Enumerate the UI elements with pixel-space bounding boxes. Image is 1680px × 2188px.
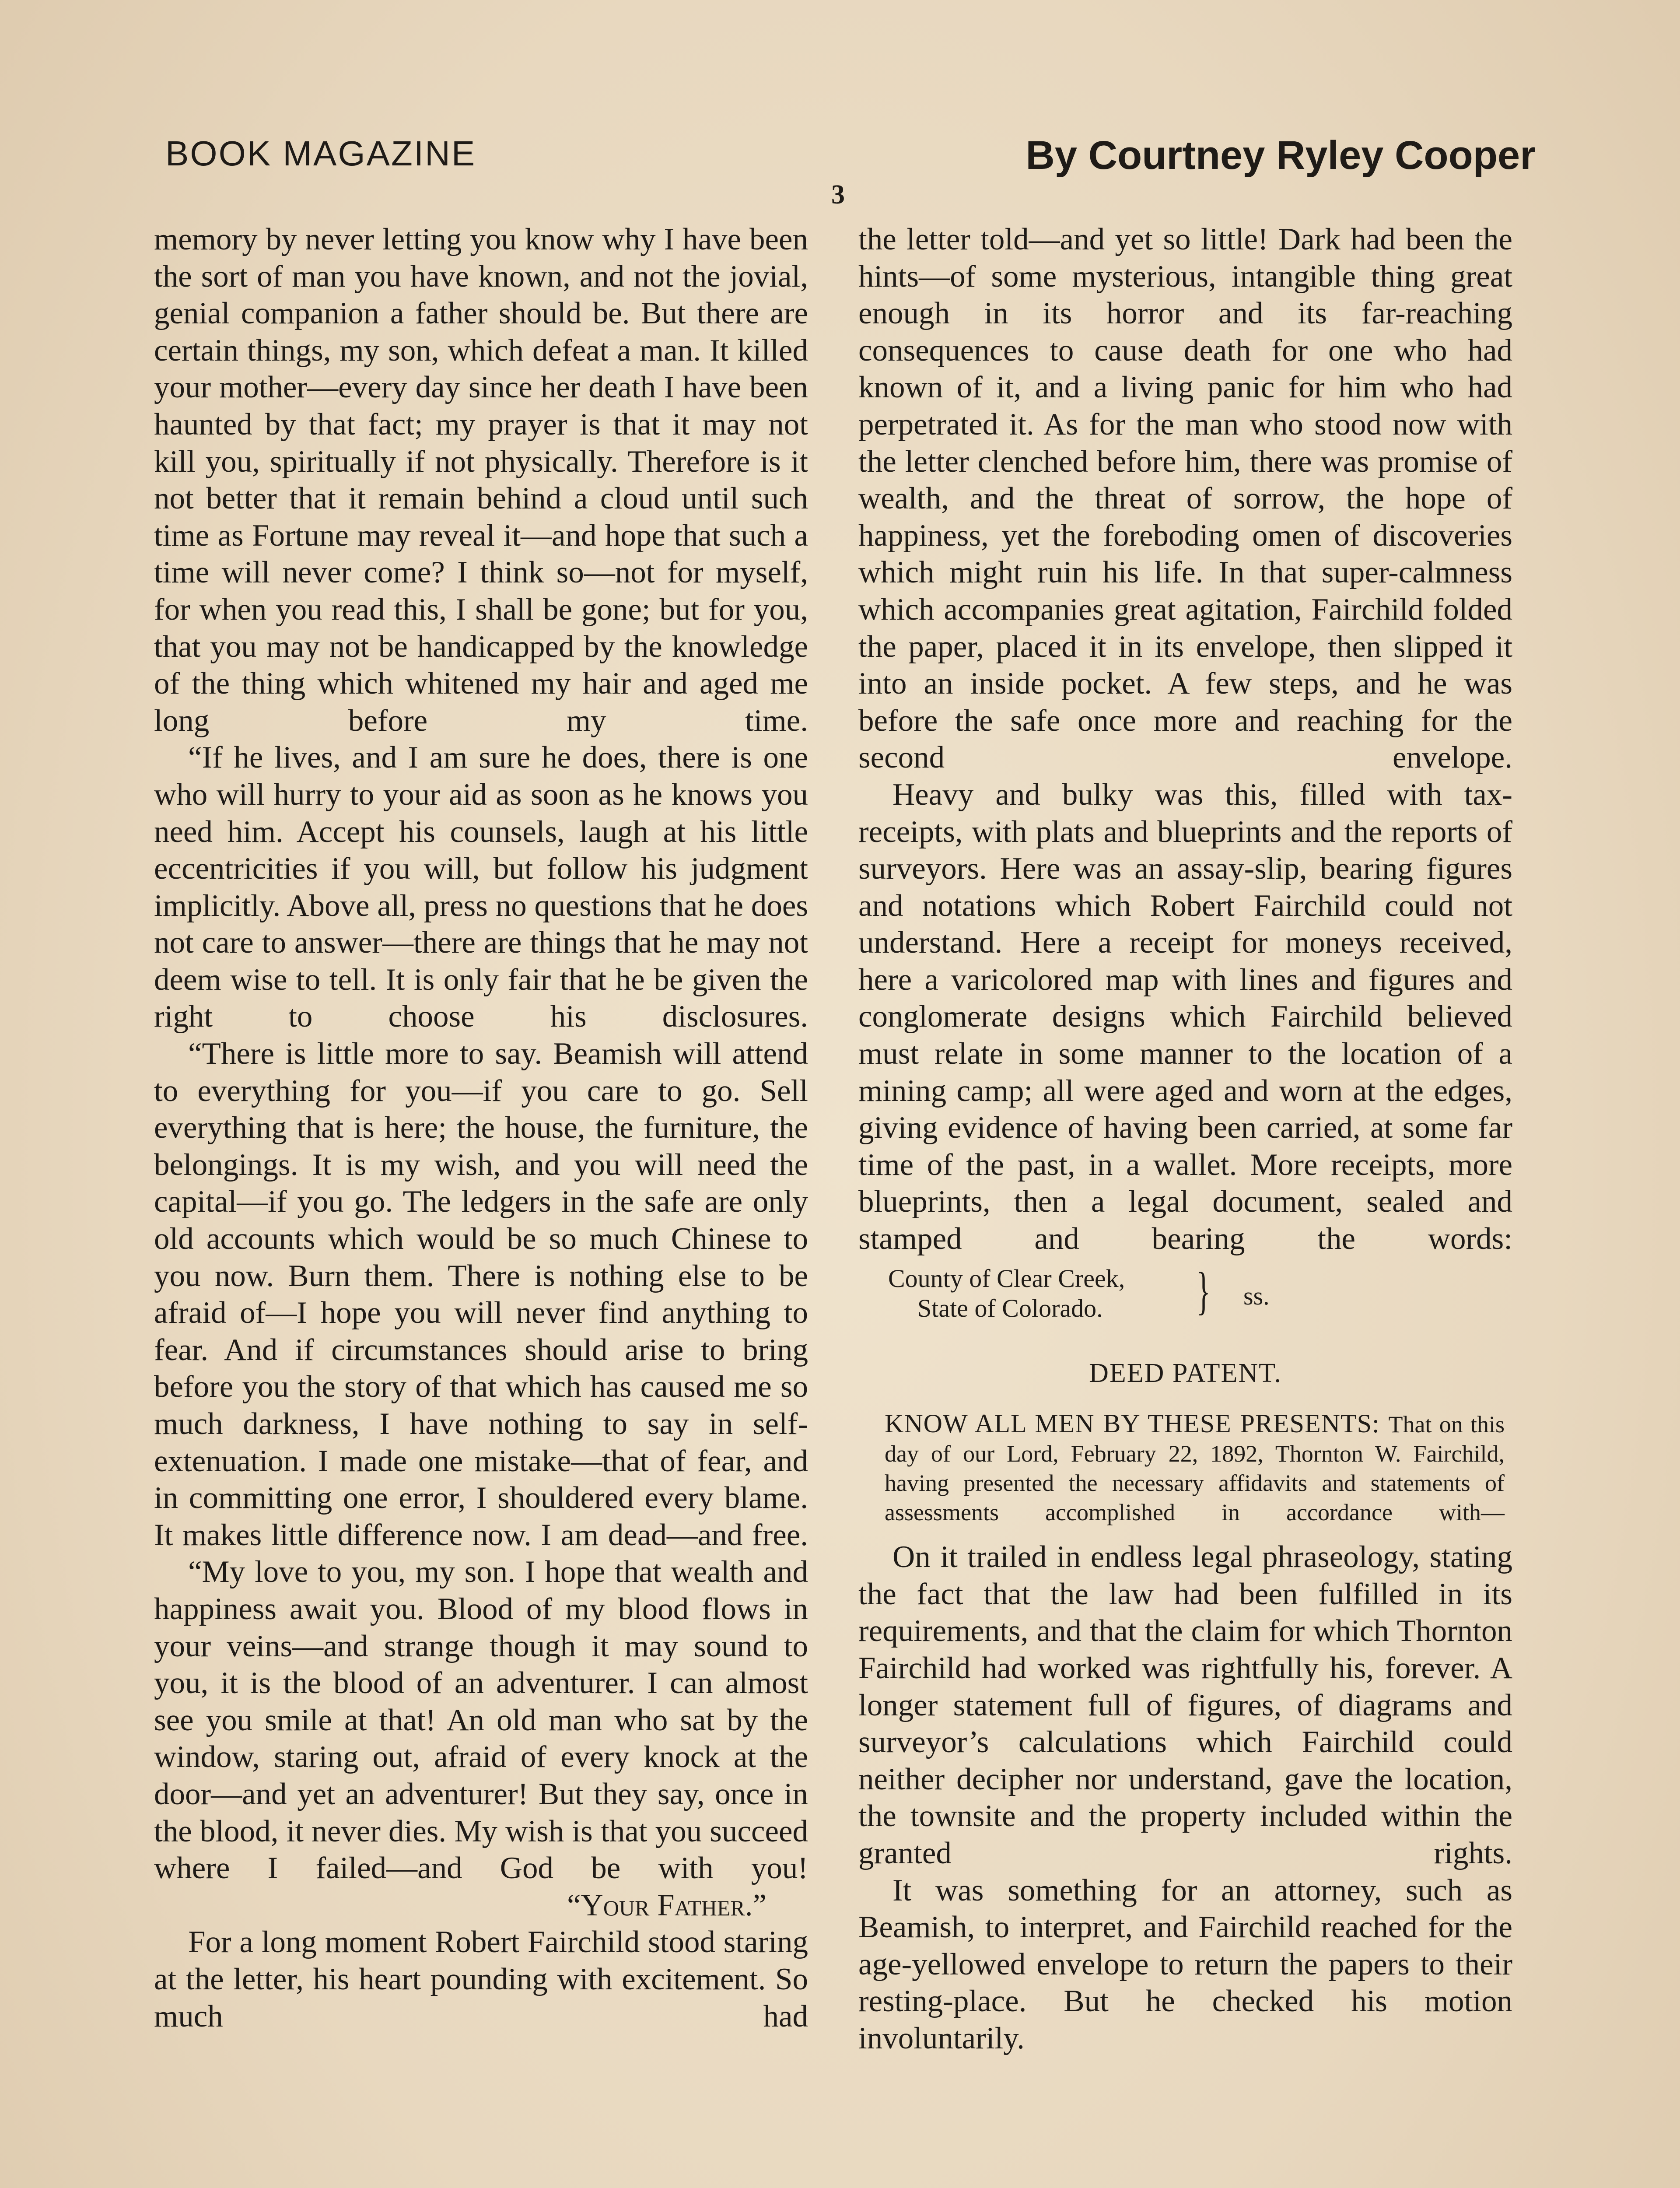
paragraph: For a long moment Robert Fairchild stood staring at the letter, his heart pounding with excitement. So much had [154, 1925, 808, 2034]
state-line: State of Colorado. [917, 1294, 1103, 1322]
county-line: County of Clear Creek, [888, 1264, 1125, 1293]
paragraph: “There is little more to say. Beamish will attend to everything for you—if you care to go. Sell everything that is here; the house, the furniture, the belongings. It is my wish, and you will need the capital—if you go. The ledgers in the safe are only old accounts which would be so much Chinese to you now. Burn them. There is nothing else to be afraid of—I hope you will never find anything to fear. And if circumstances should arise to bring before you the story of that which has caused me so much darkness, I have nothing to say in self-extenuation. I made one mistake—that of fear, and in committing one error, I shouldered every blame. It makes little difference now. I am dead—and free. [154, 1037, 808, 1552]
brace-icon: } [1196, 1261, 1211, 1320]
paragraph: “If he lives, and I am sure he does, there is one who will hurry to your aid as soon as he knows you need him. Accept his counsels, laugh at his little eccentricities if you will, but follow his judgment implicitly. Above all, press no questions that he does not care to answer—there are things that he may not deem wise to tell. It is only fair that he be given the right to choose his disclosures. [154, 740, 808, 1034]
paragraph: On it trailed in endless legal phraseology, stating the fact that the law had been fulfilled in its requirements, and that the claim for which Thornton Fairchild had worked was rightfully his, forever. A longer statement full of figures, of diagrams and surveyor’s calculations which Fairchild could neither decipher nor understand, gave the location, the townsite and the property included within the granted rights. [858, 1540, 1512, 1870]
author-byline: By Courtney Ryley Cooper [1026, 133, 1536, 178]
left-column [154, 221, 808, 2035]
deed-excerpt [885, 1409, 1505, 1527]
deed-lead: KNOW ALL MEN BY THESE PRESENTS: [885, 1409, 1389, 1438]
paragraph: “My love to you, my son. I hope that wealth and happiness await you. Blood of my blood flows in your veins—and strange though it may sound to you, it is the blood of an adventurer. I can almost see you smile at that! An old man who sat by the window, staring out, afraid of every knock at the door—and yet an adventurer! But they say, once in the blood, it never dies. My wish is that you succeed where I failed—and God be with you! [154, 1555, 808, 1886]
paragraph: the letter told—and yet so little! Dark had been the hints—of some mysterious, intangible thing great enough in its horror and its far-reaching consequences to cause death for one who had known of it, and a living panic for him who had perpetrated it. As for the man who stood now with the letter clenched before him, there was promise of wealth, and the threat of sorrow, the hope of happiness, yet the foreboding omen of discoveries which might ruin his life. In that super-calmness which accompanies great agitation, Fairchild folded the paper, placed it in its envelope, then slipped it into an inside pocket. A few steps, and he was before the safe once more and reaching for the second envelope. [858, 222, 1512, 775]
magazine-title: BOOK MAGAZINE [165, 134, 476, 173]
ss-abbreviation: ss. [1243, 1281, 1270, 1310]
deed-title: DEED PATENT. [1089, 1358, 1282, 1388]
paragraph: It was something for an attorney, such as Beamish, to interpret, and Fairchild reached for the age-yellowed envelope to return the papers to their resting-place. But he checked his motion involuntarily. [858, 1873, 1512, 2055]
deed-body: That on this day of our Lord, February 22, 1892, Thornton W. Fairchild, having presented the necessary affidavits and statements of assessments accomplished in accordance with— [885, 1411, 1505, 1526]
deed-venue-block [858, 1261, 1512, 1329]
letter-signature: “Your Father.” [567, 1888, 766, 1922]
paragraph: Heavy and bulky was this, filled with tax-receipts, with plats and blueprints and the reports of surveyors. Here was an assay-slip, bearing figures and notations which Robert Fairchild could not understand. Here a receipt for moneys received, here a varicolored map with lines and figures and conglomerate designs which Fairchild believed must relate in some manner to the location of a mining camp; all were aged and worn at the edges, giving evidence of having been carried, at some far time of the past, in a wallet. More receipts, more blueprints, then a legal document, sealed and stamped and bearing the words: [858, 777, 1512, 1256]
paragraph: memory by never letting you know why I have been the sort of man you have known, and not the jovial, genial companion a father should be. But there are certain things, my son, which defeat a man. It killed your mother—every day since her death I have been haunted by that fact; my prayer is that it may not kill you, spiritually if not physically. Therefore is it not better that it remain behind a cloud until such time as Fortune may reveal it—and hope that such a time will never come? I think so—not for myself, for when you read this, I shall be gone; but for you, that you may not be handicapped by the knowledge of the thing which whitened my hair and aged me long before my time. [154, 222, 808, 738]
right-column [858, 221, 1512, 2057]
page-number: 3 [831, 180, 845, 210]
page-header [165, 125, 1536, 186]
